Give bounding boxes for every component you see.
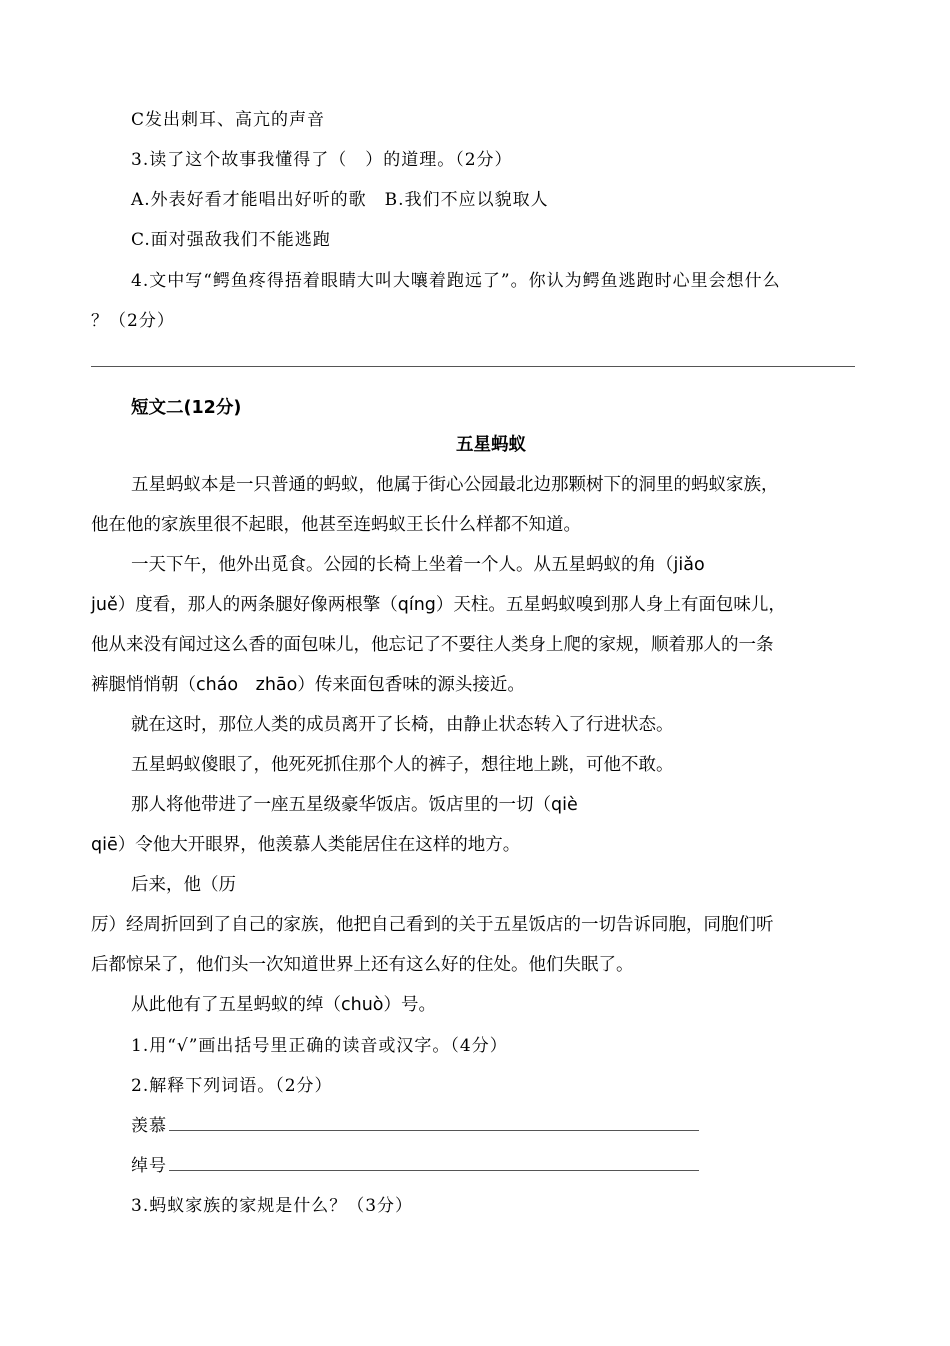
passage-line: 后来，他（历	[131, 875, 236, 895]
question-3-options-ab: A.外表好看才能唱出好听的歌 B.我们不应以貌取人	[131, 190, 549, 210]
question-3-option-c: C.面对强敌我们不能逃跑	[131, 230, 331, 250]
passage-line: 后都惊呆了，他们头一次知道世界上还有这么好的住处。他们失眠了。	[91, 955, 634, 975]
passage-line: qiē）令他大开眼界，他羡慕人类能居住在这样的地方。	[91, 835, 521, 855]
passage-line: juě）度看，那人的两条腿好像两根擎（qíng）天柱。五星蚂蚁嗅到那人身上有面包味儿，	[91, 595, 786, 615]
term-label: 绰号	[131, 1156, 167, 1176]
passage-line: 从此他有了五星蚂蚁的绰（chuò）号。	[131, 995, 437, 1015]
passage-line: 五星蚂蚁本是一只普通的蚂蚁，他属于街心公园最北边那颗树下的洞里的蚂蚁家族，	[131, 475, 779, 495]
section-heading: 短文二(12分)	[131, 398, 242, 418]
passage-line: 厉）经周折回到了自己的家族，他把自己看到的关于五星饭店的一切告诉同胞，同胞们听	[91, 915, 774, 935]
section2-question-3: 3.蚂蚁家族的家规是什么？（3分）	[131, 1196, 414, 1216]
term-label: 羡慕	[131, 1116, 167, 1136]
question-4-line-2: ？（2分）	[91, 311, 175, 331]
passage-line: 就在这时，那位人类的成员离开了长椅，由静止状态转入了行进状态。	[131, 715, 674, 735]
question-4-line-1: 4.文中写“鳄鱼疼得捂着眼睛大叫大嚷着跑远了”。你认为鳄鱼逃跑时心里会想什么	[131, 271, 781, 291]
term-row-2	[131, 1153, 699, 1179]
answer-line	[91, 366, 855, 367]
passage-line: 五星蚂蚁傻眼了，他死死抓住那个人的裤子，想往地上跳，可他不敢。	[131, 755, 674, 775]
section2-question-2: 2.解释下列词语。（2分）	[131, 1076, 333, 1096]
answer-blank[interactable]	[169, 1130, 699, 1131]
passage-line: 他在他的家族里很不起眼，他甚至连蚂蚁王长什么样都不知道。	[91, 515, 581, 535]
answer-blank[interactable]	[169, 1170, 699, 1171]
passage-line: 裤腿悄悄朝（cháo zhāo）传来面包香味的源头接近。	[91, 675, 525, 695]
passage-title: 五星蚂蚁	[456, 435, 526, 455]
term-row-1	[131, 1113, 699, 1139]
section2-question-1: 1.用“√”画出括号里正确的读音或汉字。（4分）	[131, 1036, 508, 1056]
question-3: 3.读了这个故事我懂得了（ ）的道理。（2分）	[131, 150, 513, 170]
passage-line: 他从来没有闻过这么香的面包味儿，他忘记了不要往人类身上爬的家规，顺着那人的一条	[91, 635, 774, 655]
option-c: C发出刺耳、高亢的声音	[131, 110, 326, 130]
passage-line: 一天下午，他外出觅食。公园的长椅上坐着一个人。从五星蚂蚁的角（jiǎo	[131, 555, 705, 575]
passage-line: 那人将他带进了一座五星级豪华饭店。饭店里的一切（qiè	[131, 795, 578, 815]
